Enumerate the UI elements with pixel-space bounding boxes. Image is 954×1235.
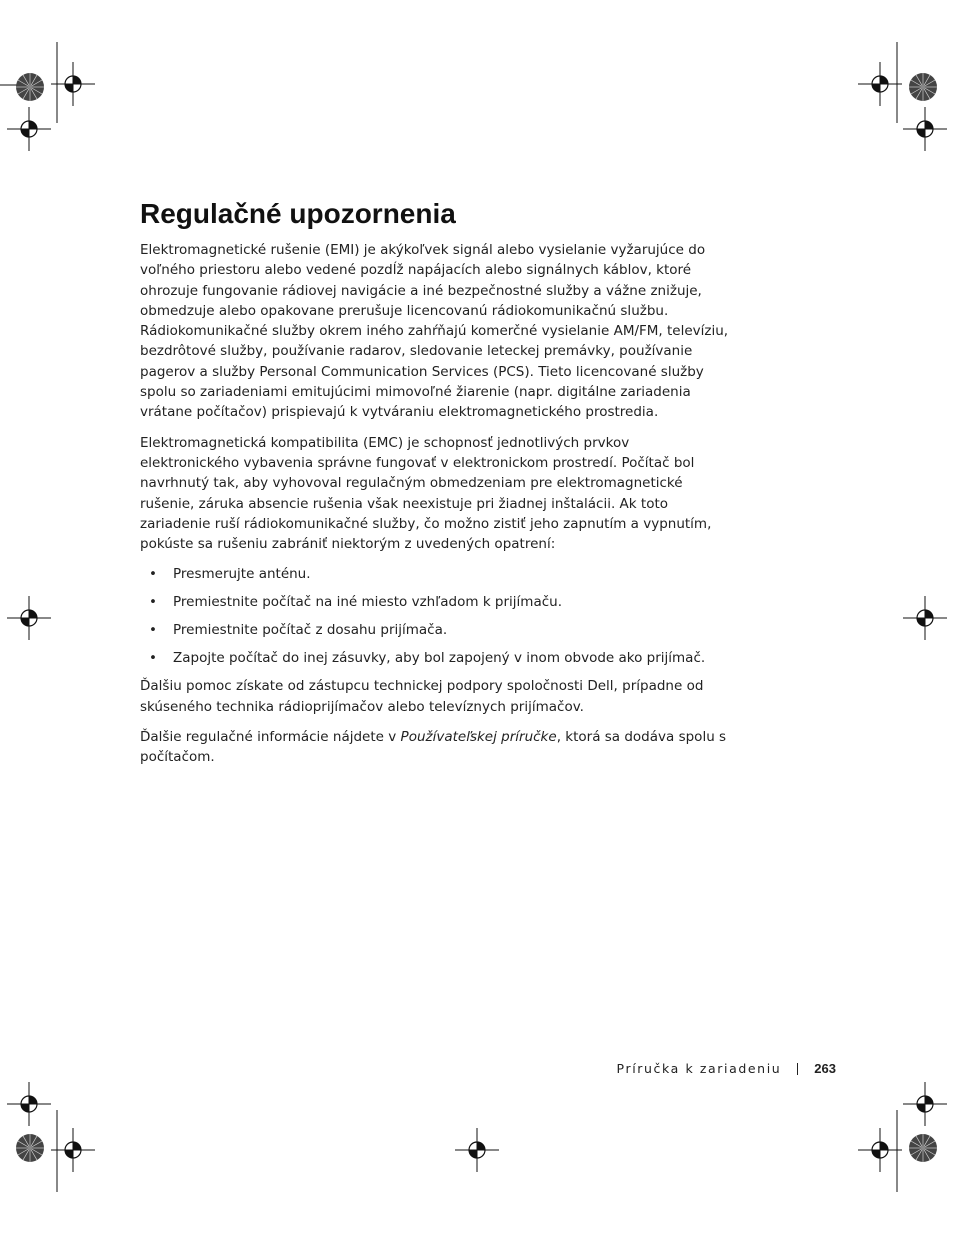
page-footer: [617, 1061, 836, 1076]
bullet-icon: •: [149, 622, 157, 639]
main-content: [140, 196, 730, 778]
paragraph-emc: Elektromagnetická kompatibilita (EMC) je schopnosť jednotlivých prvkov elektronického vybavenia správne fungovať v elektronickom prostredí. Počítač bol navrhnutý tak, aby vyhovoval regulačným obmedzeniam pre elektromagnetické rušenie, záruka absencie rušenia však neexistuje pri žiadnej inštalácii. Ak toto zariadenie ruší rádiokomunikačné služby, čo možno zistiť jeho zapnutím a vypnutím, pokúste sa rušeniu zabrániť niektorým z uvedených opatrení:: [140, 434, 712, 553]
page-number: 263: [814, 1061, 836, 1076]
list-item: • Premiestnite počítač na iné miesto vzhľadom k prijímaču.: [140, 592, 730, 612]
list-item: • Presmerujte anténu.: [140, 564, 730, 584]
list-item: • Zapojte počítač do inej zásuvky, aby bol zapojený v inom obvode ako prijímač.: [140, 648, 730, 668]
user-guide-reference: Používateľskej príručke: [400, 728, 557, 745]
paragraph-support: Ďalšiu pomoc získate od zástupcu technickej podpory spoločnosti Dell, prípadne od skúseného technika rádioprijímačov alebo televíznych prijímačov.: [140, 678, 704, 715]
page-title: Regulačné upozornenia: [140, 198, 456, 229]
footer-divider: [797, 1063, 798, 1075]
bullet-icon: •: [149, 650, 157, 667]
list-item: • Premiestnite počítač z dosahu prijímača.: [140, 620, 730, 640]
bullet-icon: •: [149, 566, 157, 583]
paragraph-more-info: Ďalšie regulačné informácie nájdete v Používateľskej príručke, ktorá sa dodáva spolu s počítačom.: [140, 728, 727, 766]
bullet-icon: •: [149, 594, 157, 611]
bullet-list: [140, 564, 730, 668]
footer-doc-title: Príručka k zariadeniu: [616, 1061, 782, 1076]
paragraph-emi: Elektromagnetické rušenie (EMI) je akýkoľvek signál alebo vysielanie vyžarujúce do voľného priestoru alebo vedené pozdĺž napájacích alebo signálnych káblov, ktoré ohrozuje fungovanie rádiovej navigácie a iné bezpečnostné služby a vážne znižuje, obmedzuje alebo opakovane prerušuje licencovanú rádiokomunikačnú službu. Rádiokomunikačné služby okrem iného zahŕňajú komerčné vysielanie AM/FM, televíziu, bezdrôtové služby, používanie radarov, sledovanie leteckej premávky, používanie pagerov a služby Personal Communication Services (PCS). Tieto licencované služby spolu so zariadeniami emitujúcimi mimovoľné žiarenie (napr. digitálne zariadenia vrátane počítačov) prispievajú k vytváraniu elektromagnetického prostredia.: [140, 242, 729, 421]
